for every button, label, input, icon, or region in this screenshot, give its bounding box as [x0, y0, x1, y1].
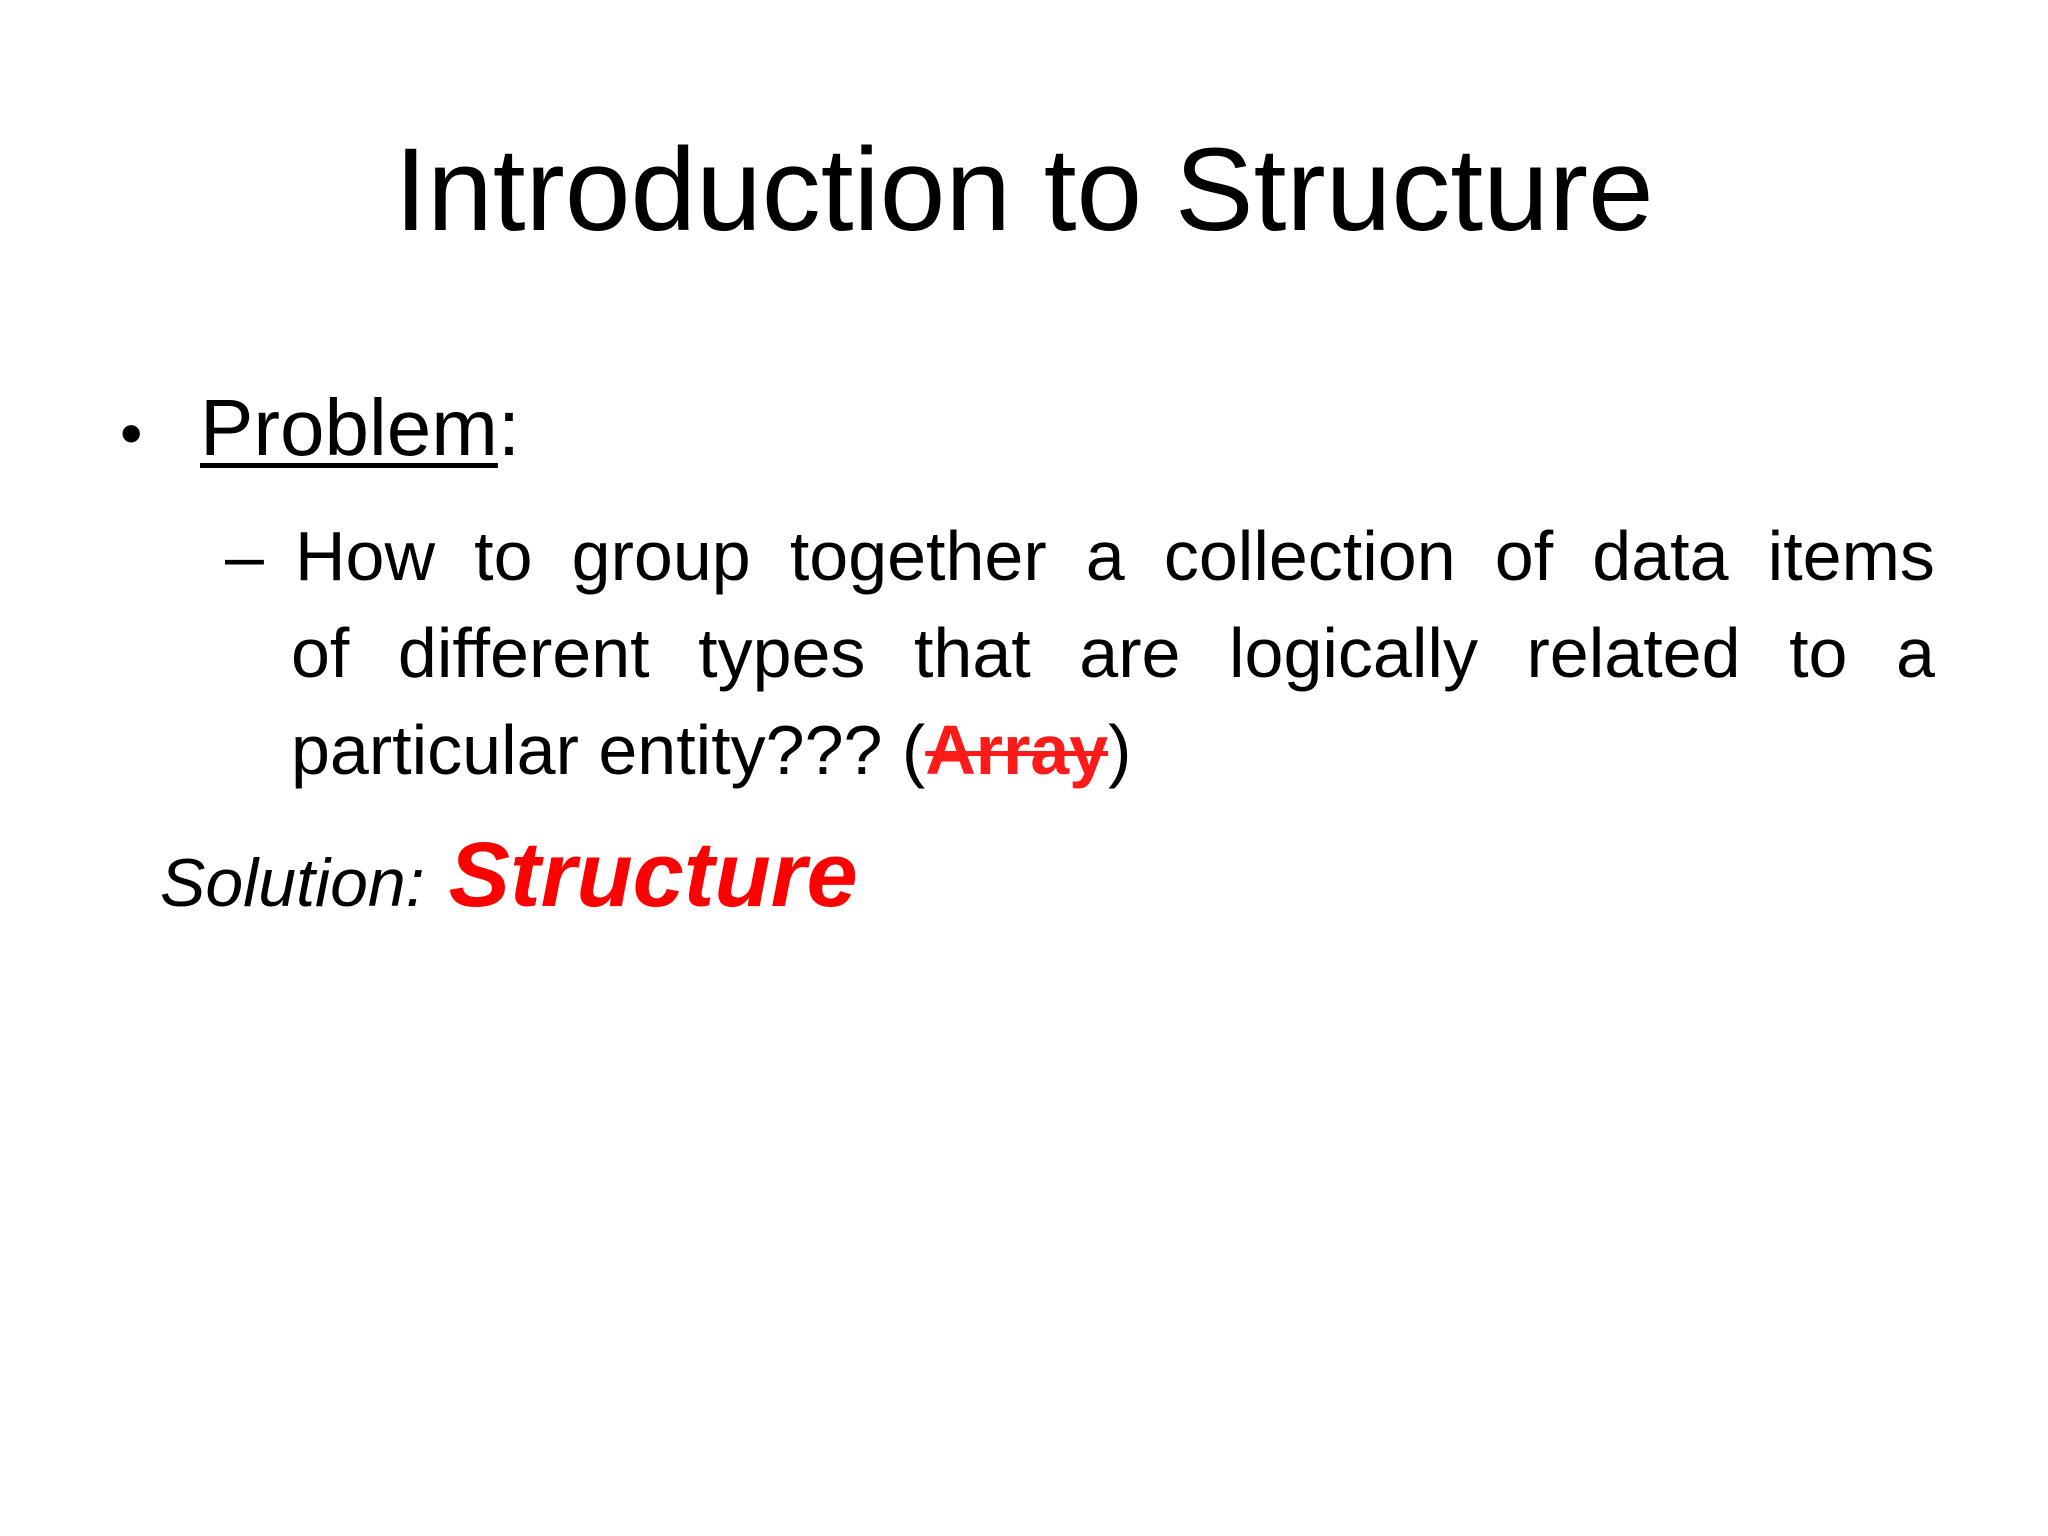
question-word: different [397, 614, 650, 692]
question-word: of [1494, 517, 1554, 595]
question-line-3-text: particular entity??? ( [291, 711, 926, 789]
solution-row [160, 820, 858, 938]
question-word: group [571, 517, 751, 595]
struck-array-word: Array [925, 711, 1109, 789]
question-word: – How [225, 508, 435, 605]
question-word: types [698, 614, 866, 692]
question-word: collection [1163, 517, 1456, 595]
question-word: items [1767, 517, 1935, 595]
problem-label: Problem [200, 383, 498, 472]
solution-answer: Structure [448, 824, 858, 926]
question-word: a [1896, 614, 1935, 692]
question-word: are [1079, 614, 1181, 692]
question-line-2 [225, 605, 1935, 702]
question-word: to [474, 517, 533, 595]
solution-label: Solution: [160, 845, 425, 921]
question-word: logically [1228, 614, 1478, 692]
question-line-3 [225, 702, 1935, 799]
bullet-problem [120, 378, 520, 478]
slide-title: Introduction to Structure [394, 124, 1654, 256]
question-word: that [913, 614, 1031, 692]
question-word: of [291, 614, 350, 692]
question-line-1 [225, 508, 1935, 605]
question-word: related [1526, 614, 1741, 692]
sub-bullet-question [225, 508, 1935, 799]
question-word: a [1085, 517, 1125, 595]
problem-colon: : [497, 383, 521, 472]
question-word: data [1592, 517, 1729, 595]
question-word: to [1789, 614, 1848, 692]
question-line-3-close: ) [1108, 711, 1132, 789]
bullet-dot-icon: • [120, 397, 143, 469]
dash-bullet-icon: – [225, 517, 264, 595]
question-word: together [789, 517, 1047, 595]
